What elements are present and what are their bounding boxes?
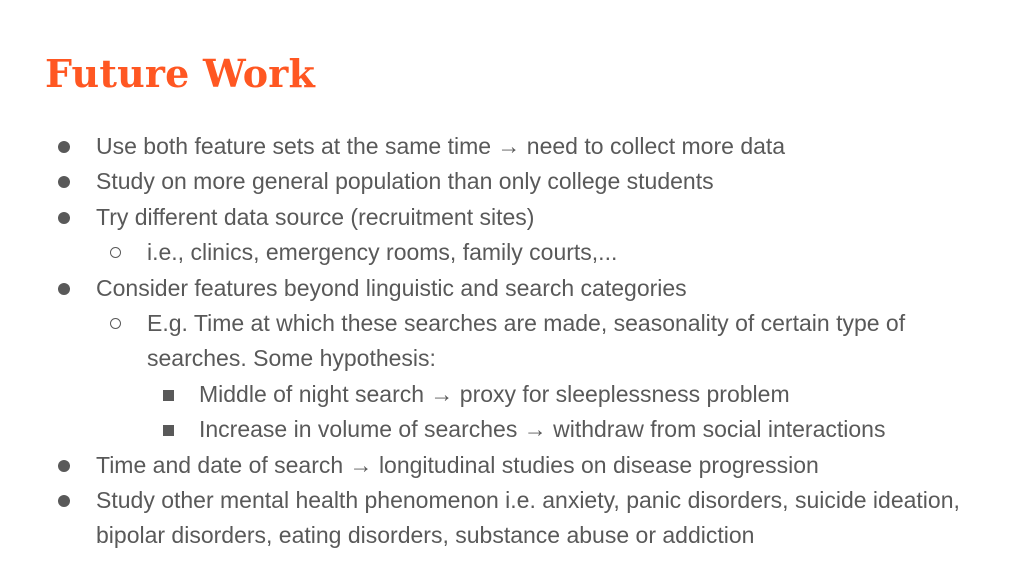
bullet-text: Study on more general population than only college students	[96, 168, 714, 195]
bullet-square-icon	[163, 390, 174, 401]
bullet-dot-icon	[58, 176, 70, 188]
bullet-item	[0, 200, 1024, 235]
bullet-dot-icon	[58, 495, 70, 507]
sub-bullet-text: E.g. Time at which these searches are made, seasonality of certain type of searches. Some hypothesis:	[147, 310, 906, 372]
bullet-dot-icon	[58, 212, 70, 224]
bullet-text: Consider features beyond linguistic and search categories	[96, 274, 687, 301]
sub-bullet-item	[0, 306, 1024, 377]
bullet-dot-icon	[58, 460, 70, 472]
sub-bullet-text: i.e., clinics, emergency rooms, family courts,...	[147, 239, 618, 266]
sub-sub-bullet-item	[0, 412, 1024, 447]
bullet-text: Try different data source (recruitment sites)	[96, 203, 535, 230]
bullet-dot-icon	[58, 283, 70, 295]
bullet-text: Time and date of search → longitudinal studies on disease progression	[96, 451, 819, 478]
sub-sub-bullet-item	[0, 377, 1024, 412]
bullet-item	[0, 271, 1024, 306]
bullet-dot-icon	[58, 141, 70, 153]
bullet-item	[0, 129, 1024, 164]
bullet-item	[0, 448, 1024, 483]
bullet-circle-icon	[110, 318, 121, 329]
bullet-item	[0, 483, 1024, 554]
sub-bullet-item	[0, 235, 1024, 270]
slide-title: Future Work	[45, 51, 316, 96]
bullet-text: Use both feature sets at the same time → need to collect more data	[96, 133, 786, 159]
bullet-text: Study other mental health phenomenon i.e. anxiety, panic disorders, suicide ideation, bipolar disorders, eating disorders, substance abuse or addiction	[96, 487, 960, 549]
bullet-square-icon	[163, 425, 174, 436]
bullet-item	[0, 164, 1024, 199]
bullet-list	[0, 129, 1024, 554]
sub-sub-bullet-text: Increase in volume of searches → withdraw from social interactions	[199, 416, 886, 443]
sub-sub-bullet-text: Middle of night search → proxy for sleeplessness problem	[199, 380, 790, 407]
bullet-circle-icon	[110, 247, 121, 258]
